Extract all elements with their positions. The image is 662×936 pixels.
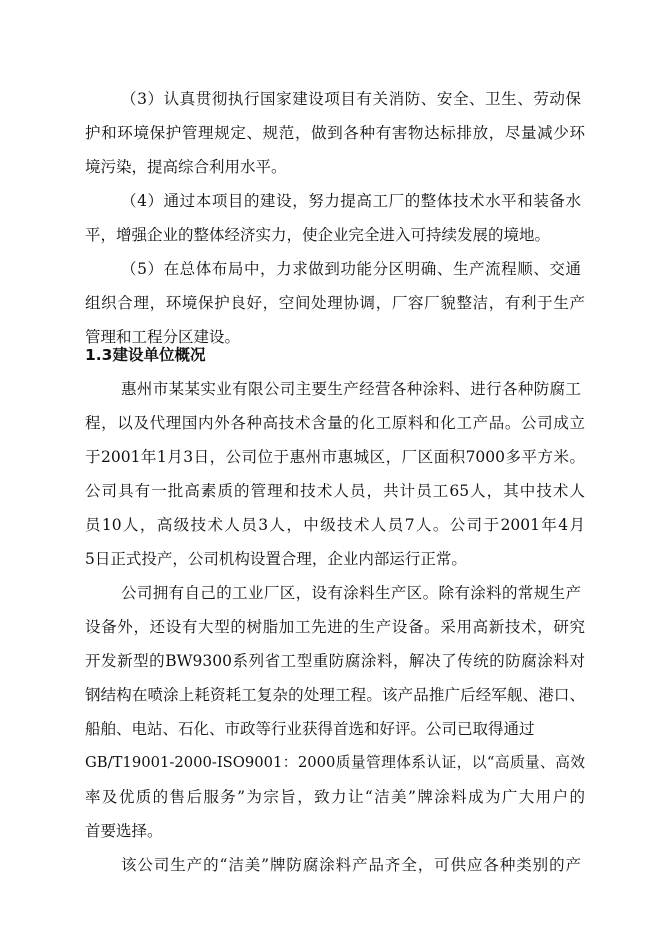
item-5-line-2: 组织合理，环境保护良好，空间处理协调，厂容厂貌整洁，有利于生产 — [85, 294, 585, 312]
item-3-line-3: 境污染，提高综合利用水平。 — [85, 158, 287, 176]
paragraph-2-line-8: 首要选择。 — [85, 822, 163, 840]
paragraph-2-line-3: 开发新型的BW9300系列省工型重防腐涂料，解决了传统的防腐涂料对 — [85, 652, 585, 670]
paragraph-2-line-2: 设备外，还设有大型的树脂加工先进的生产设备。采用高新技术，研究 — [85, 618, 585, 636]
item-5-line-1: （5）在总体布局中，力求做到功能分区明确、生产流程顺、交通 — [121, 260, 581, 278]
section-heading: 1.3建设单位概况 — [85, 346, 206, 364]
paragraph-2-line-6: GB/T19001-2000-ISO9001：2000质量管理体系认证，以“高质量、高效 — [85, 754, 585, 771]
item-4-line-2: 平，增强企业的整体经济实力，使企业完全进入可持续发展的境地。 — [85, 226, 551, 244]
paragraph-2-line-5: 船舶、电站、石化、市政等行业获得首选和好评。公司已取得通过 — [85, 720, 535, 738]
paragraph-1-line-2: 程，以及代理国内外各种高技术含量的化工原料和化工产品。公司成立 — [85, 414, 585, 432]
paragraph-2-line-4: 钢结构在喷涂上耗资耗工复杂的处理工程。该产品推广后经军舰、港口、 — [85, 686, 585, 704]
paragraph-2-line-1: 公司拥有自己的工业厂区，设有涂料生产区。除有涂料的常规生产 — [121, 584, 581, 602]
paragraph-3-line-1: 该公司生产的“洁美”牌防腐涂料产品齐全，可供应各种类别的产 — [121, 856, 581, 874]
item-3-line-1: （3）认真贯彻执行国家建设项目有关消防、安全、卫生、劳动保 — [121, 90, 581, 108]
paragraph-1-line-1: 惠州市某某实业有限公司主要生产经营各种涂料、进行各种防腐工 — [121, 380, 581, 398]
item-4-line-1: （4）通过本项目的建设，努力提高工厂的整体技术水平和装备水 — [121, 192, 581, 210]
paragraph-2-line-7: 率及优质的售后服务”为宗旨，致力让“洁美”牌涂料成为广大用户的 — [85, 788, 585, 806]
paragraph-1-line-3: 于2001年1月3日，公司位于惠州市惠城区，厂区面积7000多平方米。 — [85, 448, 585, 466]
paragraph-1-line-4: 公司具有一批高素质的管理和技术人员，共计员工65人，其中技术人 — [85, 482, 585, 500]
paragraph-1-line-6: 5日正式投产，公司机构设置合理，企业内部运行正常。 — [85, 550, 467, 568]
item-3-line-2: 护和环境保护管理规定、规范，做到各种有害物达标排放，尽量减少环 — [85, 124, 585, 142]
paragraph-1-line-5: 员10人，高级技术人员3人，中级技术人员7人。公司于2001年4月 — [85, 516, 585, 534]
item-5-line-3: 管理和工程分区建设。 — [85, 328, 241, 346]
